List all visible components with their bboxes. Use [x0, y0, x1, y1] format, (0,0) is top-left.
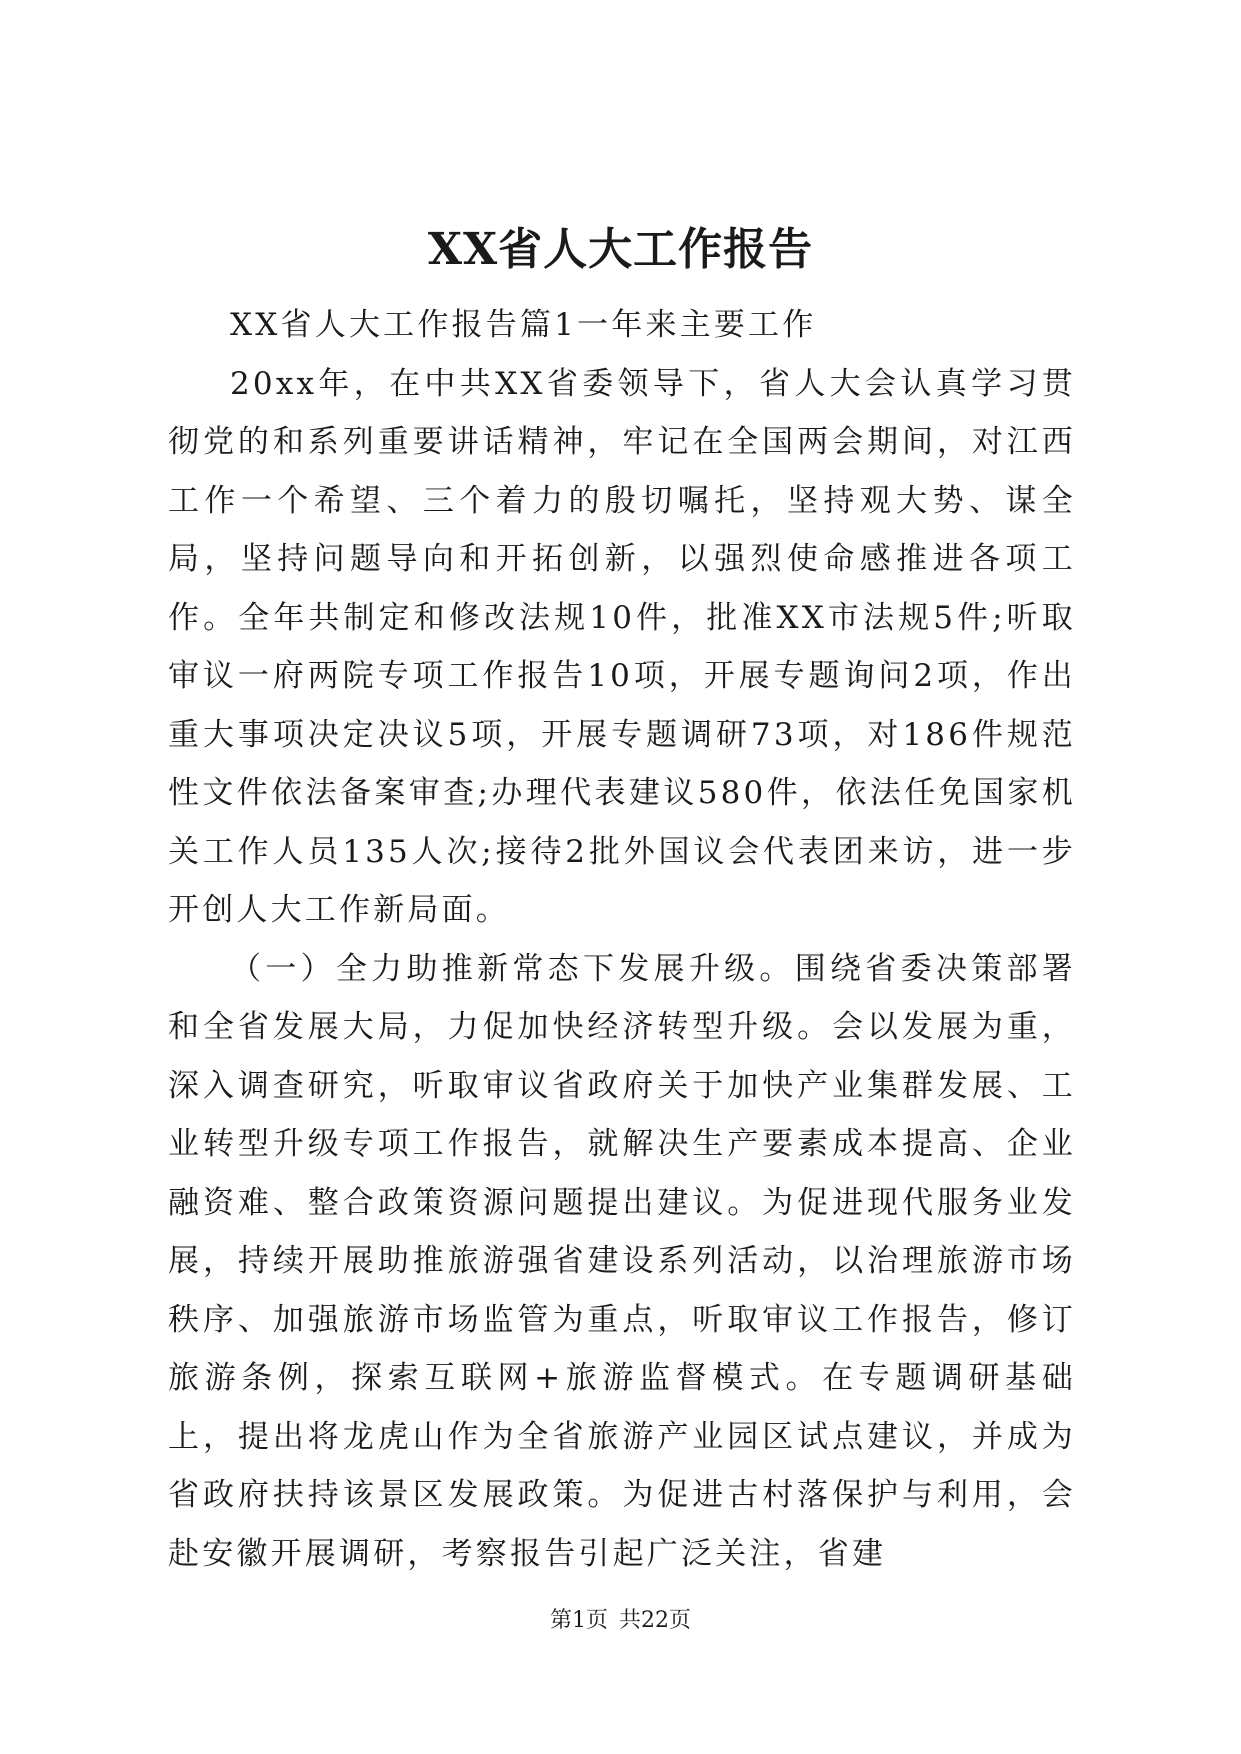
paragraph-section-one: （一）全力助推新常态下发展升级。围绕省委决策部署和全省发展大局，力促加快经济转型升级。会以发展为重，深入调查研究，听取审议省政府关于加快产业集群发展、工业转型升级专项工作报告，就解决生产要素成本提高、企业融资难、整合政策资源问题提出建议。为促进现代服务业发展，持续开展助推旅游强省建设系列活动，以治理旅游市场秩序、加强旅游市场监管为重点，听取审议工作报告，修订旅游条例，探索互联网+旅游监督模式。在专题调研基础上，提出将龙虎山作为全省旅游产业园区试点建议，并成为省政府扶持该景区发展政策。为促进古村落保护与利用，会赴安徽开展调研，考察报告引起广泛关注，省建: [168, 950, 1076, 1572]
paragraph-subtitle: XX省人大工作报告篇1一年来主要工作: [230, 307, 817, 343]
document-title: XX省人大工作报告: [427, 224, 814, 275]
page-footer: 第1页 共22页: [550, 1608, 691, 1633]
document-body: [168, 296, 1076, 1583]
paragraph-summary: 20xx年，在中共XX省委领导下，省人大会认真学习贯彻党的和系列重要讲话精神，牢记在全国两会期间，对江西工作一个希望、三个着力的殷切嘱托，坚持观大势、谋全局，坚持问题导向和开拓创新，以强烈使命感推进各项工作。全年共制定和修改法规10件，批准XX市法规5件;听取审议一府两院专项工作报告10项，开展专题询问2项，作出重大事项决定决议5项，开展专题调研73项，对186件规范性文件依法备案审查;办理代表建议580件，依法任免国家机关工作人员135人次;接待2批外国议会代表团来访，进一步开创人大工作新局面。: [168, 365, 1076, 928]
